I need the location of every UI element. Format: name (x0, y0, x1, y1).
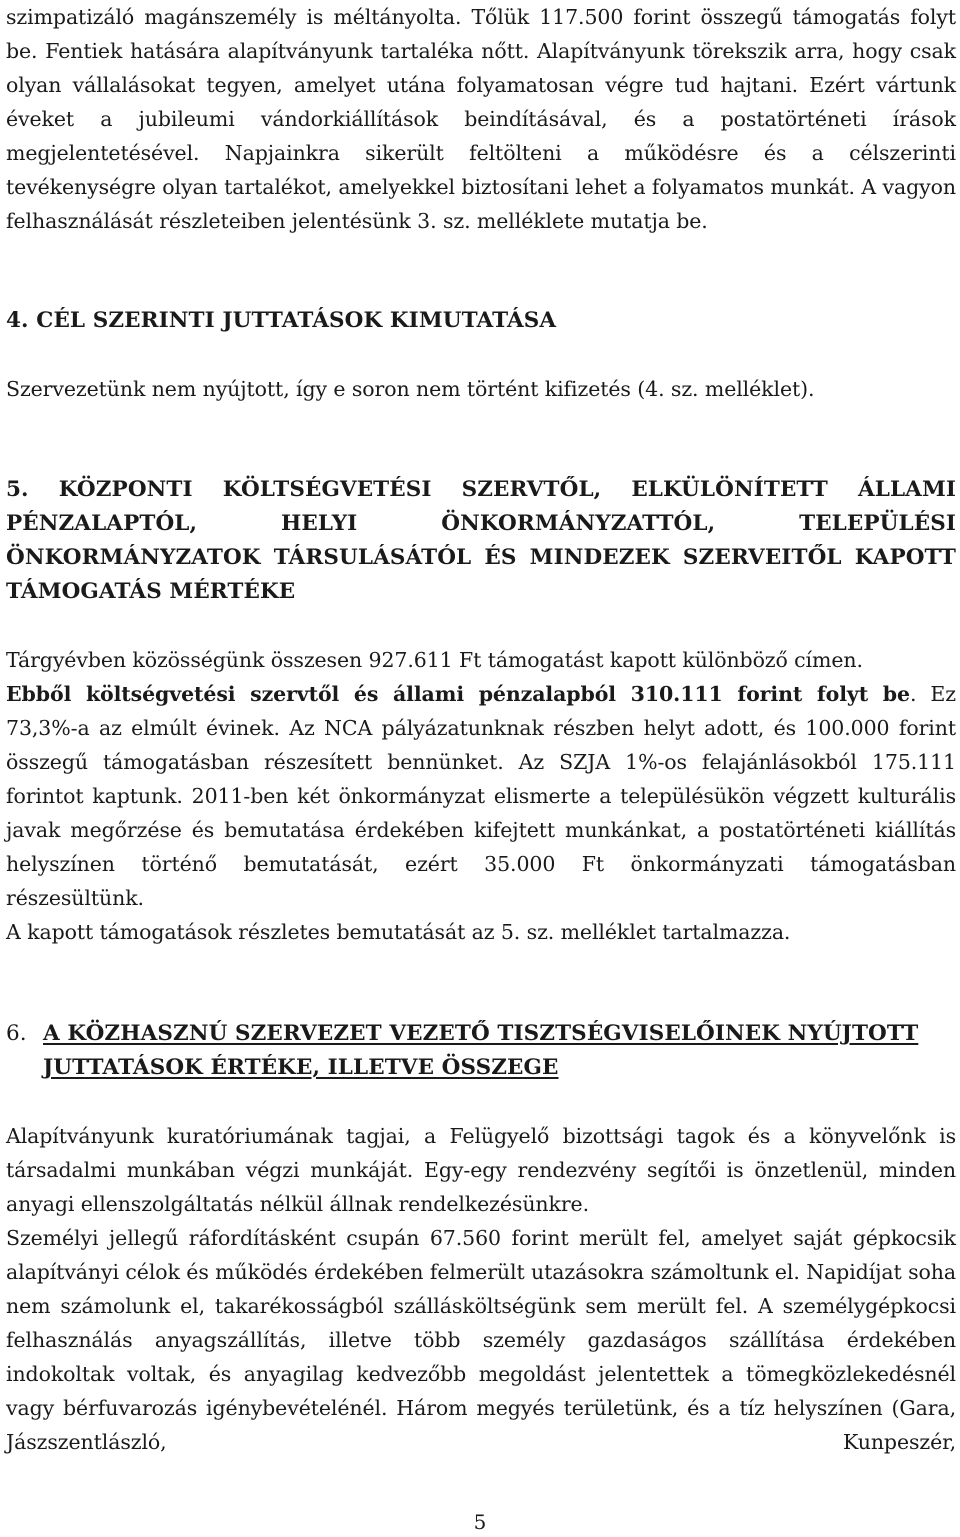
section-4-text: Szervezetünk nem nyújtott, így e soron nem történt kifizetés (4. sz. melléklet). (6, 377, 815, 401)
section-5-body (6, 643, 956, 949)
section-6-text-1: Alapítványunk kuratóriumának tagjai, a Felügyelő bizottsági tagok és a könyvelőnk is társadalmi munkában végzi munkáját. Egy-egy rendezvény segítői is önzetlenül, minden anyagi ellenszolgáltatás nélkül állnak rendelkezésünkre. (6, 1124, 956, 1216)
section-6 (6, 1017, 956, 1085)
section-5 (6, 473, 956, 609)
section-5-text-2-rest: . Ez 73,3%-a az elmúlt évinek. Az NCA pályázatunknak részben helyt adott, és 100.000 forint összegű támogatásban részesített bennünket. Az SZJA 1%-os felajánlásokból 175.111 forintot kaptunk. 2011-ben két önkormányzat elismerte a településükön végzett kulturális javak megőrzése és bemutatása érdekében kifejtett munkánkat, a postatörténeti kiállítás helyszínen történő bemutatását, ezért 35.000 Ft önkormányzati támogatásban részesültünk. (6, 682, 956, 910)
section-4 (6, 304, 956, 338)
paragraph-text: szimpatizáló magánszemély is méltányolta. Tőlük 117.500 forint összegű támogatás folyt be. Fentiek hatására alapítványunk tartaléka nőtt. Alapítványunk törekszik arra, hogy csak olyan vállalásokat tegyen, amelyet utána folyamatosan végre tud hajtani. Ezért vártunk éveket a jubileumi vándorkiállítások beindításával, és a postatörténeti írások megjelentetésével. Napjainkra sikerült feltölteni a működésre és a célszerinti tevékenységre olyan tartalékot, amelyekkel biztosítani lehet a folyamatos munkát. A vagyon felhasználását részleteiben jelentésünk 3. sz. melléklete mutatja be. (6, 5, 956, 233)
section-5-text-3: A kapott támogatások részletes bemutatását az 5. sz. melléklet tartalmazza. (6, 920, 791, 944)
section-6-number: 6. (6, 1021, 27, 1046)
section-6-body (6, 1119, 956, 1459)
section-6-heading (6, 1017, 956, 1085)
section-4-body (6, 372, 956, 406)
section-5-heading: 5. KÖZPONTI KÖLTSÉGVETÉSI SZERVTŐL, ELKÜLÖNÍTETT ÁLLAMI PÉNZALAPTÓL, HELYI ÖNKORMÁNYZATTÓL, TELEPÜLÉSI ÖNKORMÁNYZATOK TÁRSULÁSÁTÓL ÉS MINDEZEK SZERVEITŐL KAPOTT TÁMOGATÁS MÉRTÉKE (6, 477, 956, 604)
section-6-text-2: Személyi jellegű ráfordításként csupán 67.560 forint merült fel, amelyet saját gépkocsik alapítványi célok és működés érdekében felmerült utazásokra számoltunk el. Napidíjat soha nem számolunk el, takarékosságból szállásköltségünk sem merült fel. A személygépkocsi felhasználás anyagszállítás, illetve több személy gazdaságos szállítása érdekében indokoltak voltak, és anyagilag kedvezőbb megoldást jelentettek a tömegközlekedésnél vagy bérfuvarozás igénybevételénél. Három megyés területünk, és a tíz helyszínen (Gara, Jászszentlászló, Kunpeszér, (6, 1226, 956, 1454)
section-5-text-2 (6, 677, 956, 915)
section-4-heading: 4. CÉL SZERINTI JUTTATÁSOK KIMUTATÁSA (6, 308, 557, 333)
page-number: 5 (473, 1510, 487, 1534)
section-6-heading-text: A KÖZHASZNÚ SZERVEZET VEZETŐ TISZTSÉGVISELŐINEK NYÚJTOTT JUTTATÁSOK ÉRTÉKE, ILLETVE ÖSSZEGE (43, 1021, 919, 1080)
paragraph-reserves (6, 0, 956, 238)
section-5-bold-text: Ebből költségvetési szervtől és állami pénzalapból 310.111 forint folyt be (6, 682, 910, 706)
section-5-text-1: Tárgyévben közösségünk összesen 927.611 Ft támogatást kapott különböző címen. (6, 648, 863, 672)
